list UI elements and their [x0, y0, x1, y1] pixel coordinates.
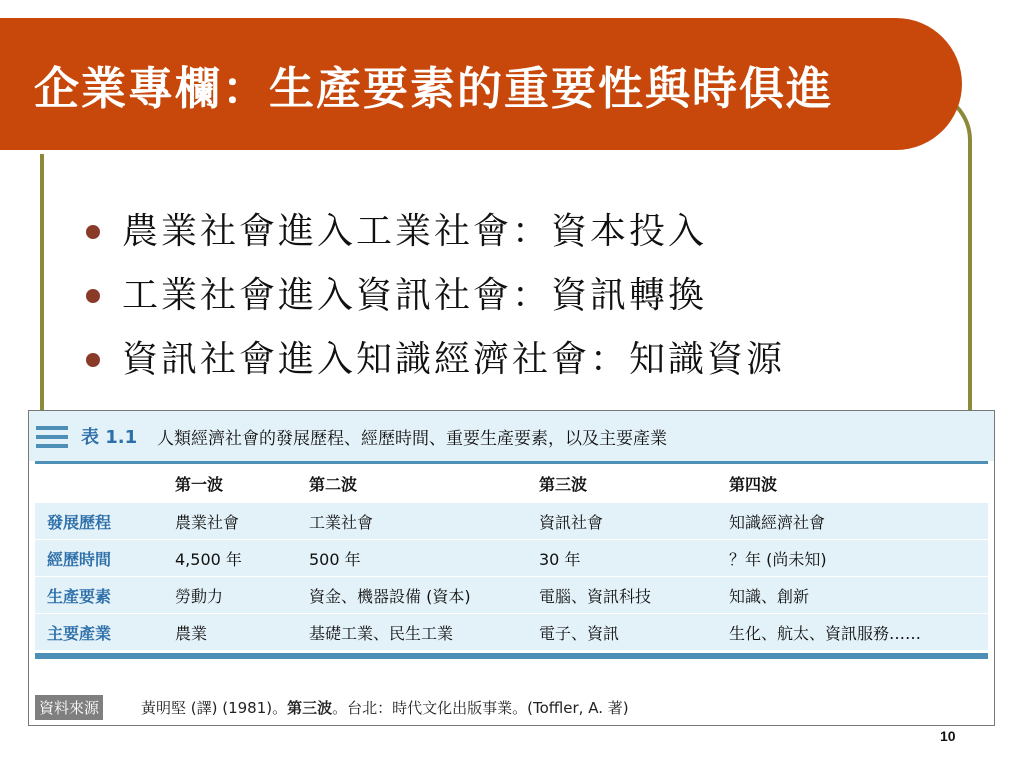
table-header-row — [35, 464, 988, 503]
table-label: 表 1.1 — [81, 427, 138, 448]
table-cell: 知識經濟社會 — [729, 512, 826, 532]
bullet-item — [82, 200, 785, 264]
row-header: 經歷時間 — [47, 549, 112, 569]
table-cell: 30 年 — [539, 549, 581, 569]
table-cell: 資金、機器設備 (資本) — [309, 586, 471, 606]
row-header: 生產要素 — [47, 586, 112, 606]
row-header: 主要產業 — [47, 623, 112, 643]
table-cell: 農業 — [175, 623, 208, 643]
table-cell: 農業社會 — [175, 512, 240, 532]
table-row — [35, 503, 988, 540]
title-underline — [0, 150, 908, 154]
table-row — [35, 540, 988, 577]
source-text-before: 黃明堅 (譯) (1981)。 — [141, 699, 288, 717]
bullet-list — [82, 200, 785, 392]
bullet-item — [82, 264, 785, 328]
stripes-icon — [36, 426, 68, 448]
table-cell: 資訊社會 — [539, 512, 604, 532]
column-header: 第二波 — [297, 464, 527, 503]
bullet-dot-icon — [86, 353, 100, 367]
table-cell: ？年 (尚未知) — [729, 549, 827, 569]
bullet-dot-icon — [86, 289, 100, 303]
table-caption-bar — [29, 411, 994, 461]
column-header — [35, 464, 163, 503]
table-cell: 工業社會 — [309, 512, 374, 532]
title-banner — [0, 18, 962, 150]
data-table — [35, 464, 988, 650]
row-header: 發展歷程 — [47, 512, 112, 532]
bullet-text: 農業社會進入工業社會：資本投入 — [122, 211, 708, 252]
table-cell: 電腦、資訊科技 — [539, 586, 652, 606]
table-title: 人類經濟社會的發展歷程、經歷時間、重要生產要素，以及主要產業 — [157, 429, 667, 449]
table-cell: 4,500 年 — [175, 549, 242, 569]
source-book-title: 第三波 — [287, 699, 333, 717]
source-text-after: 。台北：時代文化出版事業。(Toffler, A. 著) — [332, 699, 629, 717]
slide-title: 企業專欄：生產要素的重要性與時俱進 — [34, 62, 834, 115]
table-cell: 勞動力 — [175, 586, 224, 606]
table-cell: 基礎工業、民生工業 — [309, 623, 454, 643]
table-cell: 電子、資訊 — [539, 623, 620, 643]
column-header: 第三波 — [527, 464, 717, 503]
frame-left-line — [40, 150, 44, 430]
frame-right-line — [968, 178, 972, 430]
table-bottom-rule — [35, 653, 988, 659]
bullet-text: 資訊社會進入知識經濟社會：知識資源 — [122, 339, 786, 380]
table-cell: 500 年 — [309, 549, 361, 569]
table-cell: 生化、航太、資訊服務…… — [729, 623, 922, 643]
source-tag: 資料來源 — [35, 695, 103, 720]
source-citation — [141, 697, 629, 718]
table-row — [35, 614, 988, 651]
bullet-text: 工業社會進入資訊社會：資訊轉換 — [122, 275, 708, 316]
table-figure — [28, 410, 995, 726]
table-cell: 知識、創新 — [729, 586, 810, 606]
bullet-dot-icon — [86, 225, 100, 239]
column-header: 第一波 — [163, 464, 297, 503]
table-row — [35, 577, 988, 614]
page-number: 10 — [940, 728, 956, 744]
bullet-item — [82, 328, 785, 392]
column-header: 第四波 — [717, 464, 988, 503]
